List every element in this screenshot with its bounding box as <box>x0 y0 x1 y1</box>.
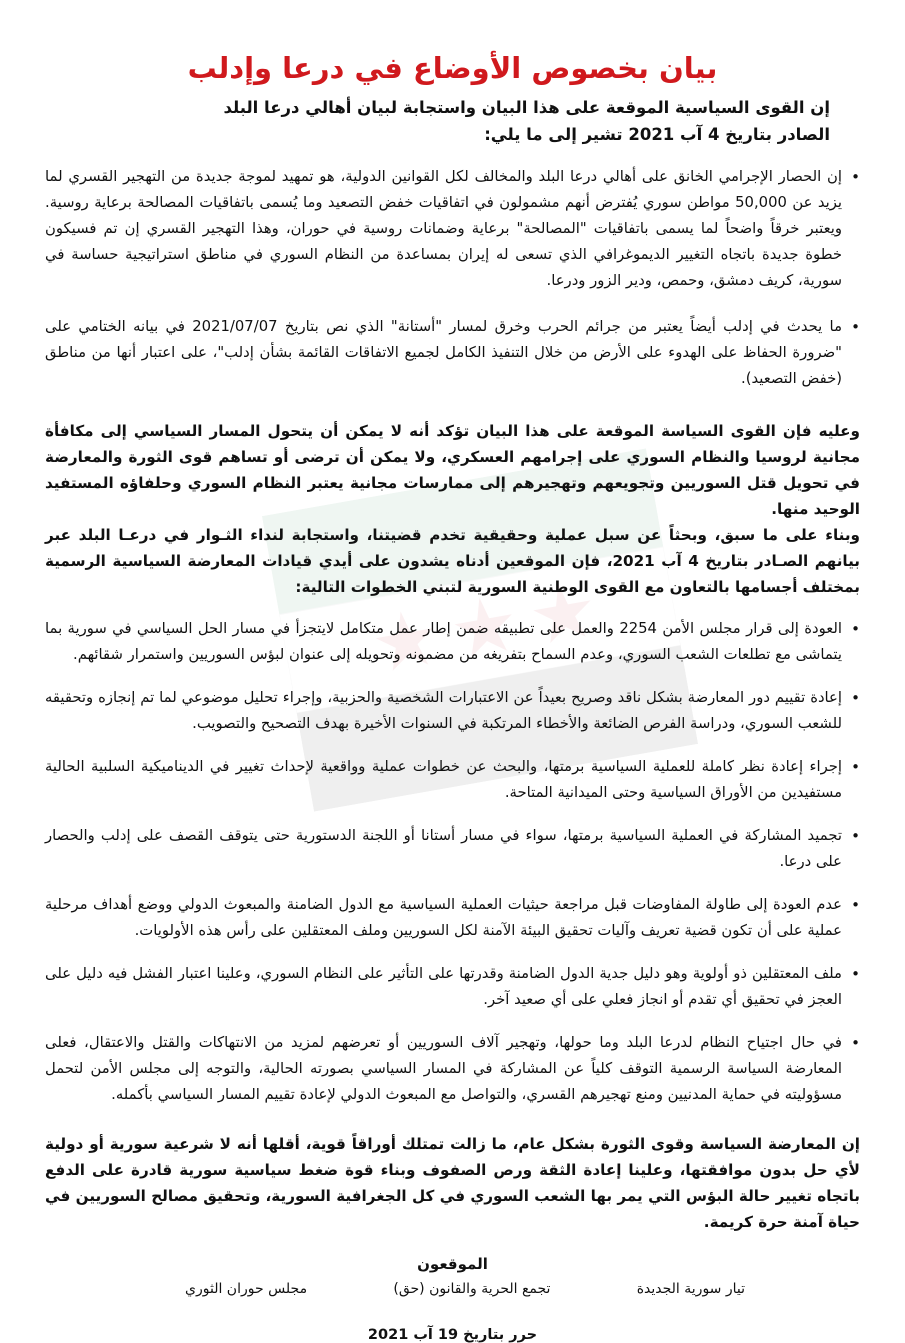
position-paragraph: وعليه فإن القوى السياسة الموقعة على هذا البيان تؤكد أنه لا يمكن أن يتحول المسار السياسي إلى مكافأة مجانية لروسيا والنظام السوري على إجرامهم العسكري، ولا يمكن أن ترضى أو تساهم قوى الثورة والمعارضة في تحويل قتل السوريين وتجويعهم وتهجيرهم إلى ممارسات مجانية يعتبر النظام السوري وحلفاؤه المستفيد الوحيد منها. <box>45 422 860 518</box>
statement-title: بيان بخصوص الأوضاع في درعا وإدلب <box>187 51 718 85</box>
point-item: • إن الحصار الإجرامي الخانق على أهالي درعا البلد والمخالف لكل القوانين الدولية، هو تمهيد لموجة جديدة من التهجير القسري لما يزيد عن 50,000 مواطن سوري يُفترض أنهم مشمولون في اتفاقيات خفض التصعيد وما يُسمى باتفاقيات المصالحة برعاية روسية. ويعتبر خرقاً واضحاً لما يسمى باتفاقيات "المصالحة" برعاية وضمانات روسية في حوران، وهذا التهجير القسري إن تم فسيكون خطوة جديدة باتجاه التغيير الديموغرافي الذي تسعى له إيران بمساعدة من النظام السوري في مناطق استراتيجية حساسة في سورية، كريف دمشق، وحمص، ودير الزور ودرعا. <box>45 164 860 294</box>
signatories-list <box>45 1281 860 1297</box>
statement-subtitle <box>45 94 830 148</box>
step-item: • في حال اجتياح النظام لدرعا البلد وما حولها، وتهجير آلاف السوريين أو تعرضهم لمزيد من الانتهاكات والقتل والاعتقال، فعلى المعارضة السياسة الرسمية التوقف كلياً عن المشاركة في المسار السياسي بصورته الحالية، والتوجه إلى مجلس الأمن لتحمل مسؤوليته في حماية المدنيين ومنع تهجيرهم القسري، والتواصل مع المبعوث الدولي لإعادة تقييم المسار السياسي بأكمله. <box>45 1030 860 1108</box>
point-item: • ما يحدث في إدلب أيضاً يعتبر من جرائم الحرب وخرق لمسار "أستانة" الذي نص بتاريخ 2021/07/07 في بيانه الختامي على "ضرورة الحفاظ على الهدوء على الأرض من خلال التنفيذ الكامل لجميع الاتفاقات القائمة بشأن إدلب"، على اعتبار أنها من مناطق (خفض التصعيد). <box>45 314 860 392</box>
step-item: • تجميد المشاركة في العملية السياسية برمتها، سواء في مسار أستانا أو اللجنة الدستورية حتى يتوقف القصف على إدلب والحصار على درعا. <box>45 823 860 875</box>
signatory-name: تجمع الحرية والقانون (حق) <box>393 1281 551 1297</box>
step-item: • إجراء إعادة نظر كاملة للعملية السياسية برمتها، والبحث عن خطوات عملية وواقعية لإحداث تغيير في الديناميكية السلبية الحالية مستفيدين من الأوراق السياسية وحتى الميدانية المتاحة. <box>45 754 860 806</box>
call-paragraph: وبناء على ما سبق، وبحثاً عن سبل عملية وحقيقية تخدم قضيتنا، واستجابة لنداء الثـوار في درعـا البلد عبر بيانهم الصـادر بتاريخ 4 آب 2021، فإن الموقعين أدناه يشدون على أيدي قيادات المعارضة السياسية الرسمية بمختلف أجسامها بالتعاون مع القوى الوطنية السورية لتبني الخطوات التالية: <box>45 526 860 596</box>
step-item: • عدم العودة إلى طاولة المفاوضات قبل مراجعة حيثيات العملية السياسية مع الدول الضامنة والمبعوث الدولي ووضع أهداف مرحلية عملية على أن تكون قضية تعريف وآليات تحقيق البيئة الآمنة لكل السوريين وملف المعتقلين على رأس هذه الأولويات. <box>45 892 860 944</box>
step-item: • العودة إلى قرار مجلس الأمن 2254 والعمل على تطبيقه ضمن إطار عمل متكامل لايتجزأ في مسار الحل السياسي في سورية بما يتماشى مع تطلعات الشعب السوري، وعدم السماح بتفريغه من مضمونه وتحويله إلى عنوان لبؤس السوريين واستمرار شقائهم. <box>45 616 860 668</box>
signatory-name: تيار سورية الجديدة <box>636 1281 745 1297</box>
issue-date: حرر بتاريخ 19 آب 2021 <box>367 1327 538 1343</box>
step-item: • ملف المعتقلين ذو أولوية وهو دليل جدية الدول الضامنة وقدرتها على التأثير على النظام السوري، وعلينا اعتبار الفشل فيه دليل على العجز في تحقيق أي تقدم أو انجاز فعلي على أي صعيد آخر. <box>45 961 860 1013</box>
points-list <box>45 164 860 392</box>
signatories-title: الموقعون <box>417 1255 488 1273</box>
closing-paragraph: إن المعارضة السياسة وقوى الثورة بشكل عام، ما زالت تمتلك أوراقاً قوية، أقلها أنه لا شرعية سورية أو دولية لأي حل بدون موافقتها، وعلينا إعادة الثقة ورص الصفوف وبناء قوة ضغط سياسية سورية قادرة على الدفع باتجاه تغيير حالة البؤس التي يمر بها الشعب السوري في كل الجغرافية السورية، وتحقيق مصالح السوريين في حياة آمنة حرة كريمة. <box>45 1135 860 1231</box>
steps-list <box>45 616 860 1108</box>
step-item: • إعادة تقييم دور المعارضة بشكل ناقد وصريح بعيداً عن الاعتبارات الشخصية والحزبية، وإجراء تحليل موضوعي لما تم إنجازه وتحقيقه للشعب السوري، ودراسة الفرص الضائعة والأخطاء المرتكبة في السنوات الأخيرة بهدف التصحيح والتصويب. <box>45 685 860 737</box>
subtitle-line: الصادر بتاريخ 4 آب 2021 تشير إلى ما يلي: <box>484 125 830 144</box>
subtitle-line: إن القوى السياسية الموقعة على هذا البيان واستجابة لبيان أهالي درعا البلد <box>223 98 830 117</box>
signatory-name: مجلس حوران الثوري <box>185 1281 308 1297</box>
